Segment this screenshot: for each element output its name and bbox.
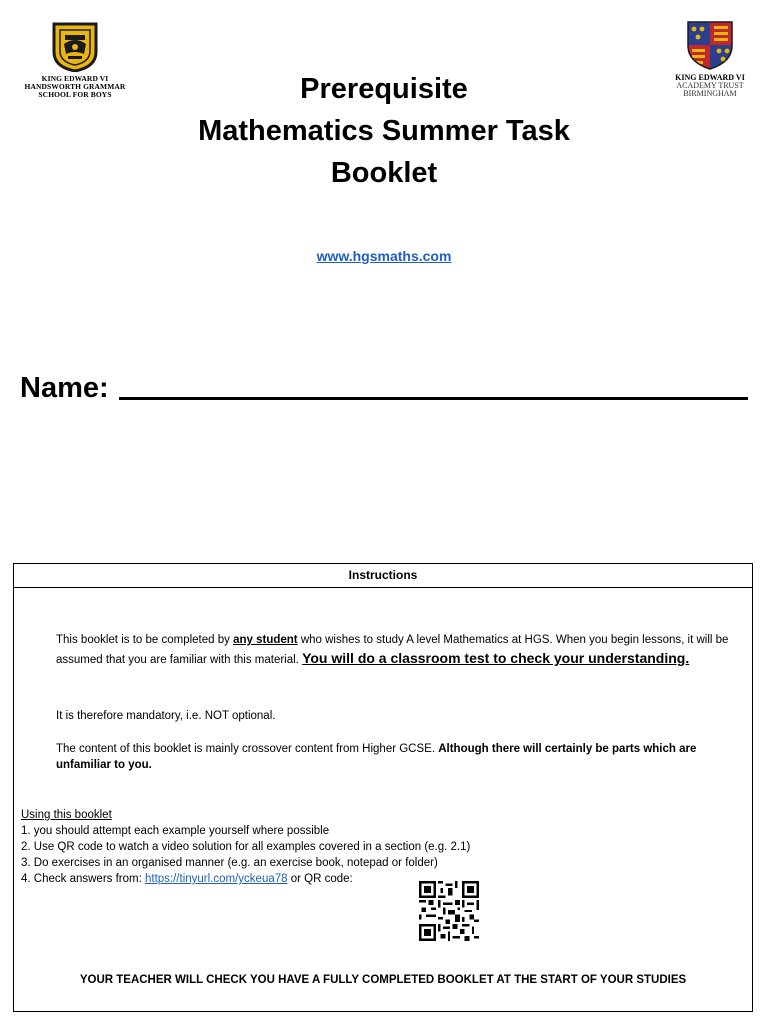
intro-text: This booklet is to be completed by (56, 634, 234, 646)
answers-link[interactable]: https://tinyurl.com/yckeua78 (144, 873, 288, 885)
content-paragraph (56, 741, 746, 773)
step4-prefix: 4. Check answers from: (21, 873, 145, 885)
website-link[interactable]: www.hgsmaths.com (316, 248, 452, 264)
mandatory-paragraph: It is therefore mandatory, i.e. NOT optional. (56, 710, 276, 722)
name-field (20, 364, 748, 408)
intro-text: who wishes to study A level Mathematics at HGS. When you begin lessons, it will be assumed that you are familiar with this material. (56, 634, 729, 666)
step-item: 3. Do exercises in an organised manner (e.g. an exercise book, notepad or folder) (21, 857, 438, 869)
classroom-test-emphasis: You will do a classroom test to check your understanding. (302, 650, 690, 666)
page-title (150, 68, 618, 194)
left-crest-line: SCHOOL FOR BOYS (38, 90, 112, 99)
academy-trust-shield-icon (685, 20, 735, 70)
instructions-box (13, 563, 753, 1012)
step-item-answers (21, 871, 741, 887)
unfamiliar-emphasis: Although there will certainly be parts which are unfamiliar to you. (56, 743, 697, 771)
handsworth-shield-icon (51, 22, 99, 72)
title-line-1: Prerequisite (300, 73, 468, 105)
intro-paragraph (56, 632, 746, 669)
right-crest-line: ACADEMY TRUST (676, 81, 744, 90)
right-crest-line: BIRMINGHAM (683, 89, 737, 98)
left-crest-line: KING EDWARD VI (41, 74, 109, 83)
right-crest-line: KING EDWARD VI (675, 73, 745, 82)
website-row (0, 248, 768, 266)
name-underline[interactable] (119, 397, 748, 400)
qr-code-icon[interactable] (419, 881, 479, 941)
title-line-2: Mathematics Summer Task (198, 115, 570, 147)
handsworth-crest (14, 20, 136, 99)
academy-trust-crest (664, 20, 756, 98)
using-section (21, 807, 741, 887)
title-line-3: Booklet (330, 157, 438, 189)
name-label: Name: (20, 372, 109, 404)
step-item: 2. Use QR code to watch a video solution for all examples covered in a section (e.g. 2.1) (21, 841, 471, 853)
using-heading: Using this booklet (21, 809, 112, 821)
left-crest-line: HANDSWORTH GRAMMAR (24, 82, 126, 91)
step-item: 1. you should attempt each example yourself where possible (21, 825, 330, 837)
content-text: The content of this booklet is mainly crossover content from Higher GCSE. (56, 743, 439, 755)
any-student-emphasis: any student (233, 634, 298, 646)
teacher-check-notice: YOUR TEACHER WILL CHECK YOU HAVE A FULLY COMPLETED BOOKLET AT THE START OF YOUR STUDIES (79, 974, 687, 986)
instructions-header: Instructions (14, 564, 752, 588)
step4-suffix: or QR code: (287, 873, 353, 885)
